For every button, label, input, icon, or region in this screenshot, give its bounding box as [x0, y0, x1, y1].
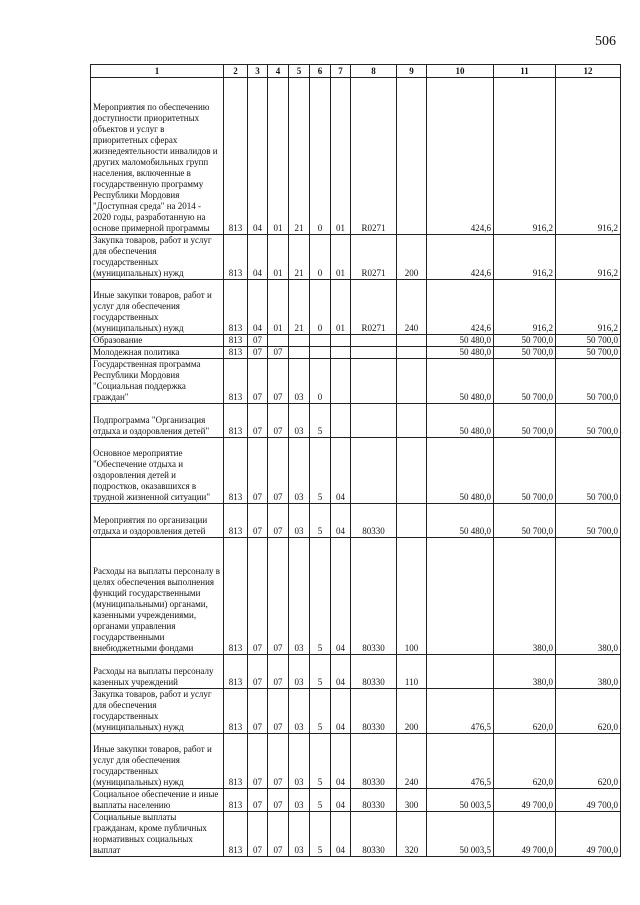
- table-row: [91, 538, 621, 655]
- cell-amount-2020: 50 700,0: [494, 438, 556, 504]
- cell-program: 03: [289, 734, 310, 789]
- cell-subsection: 07: [268, 359, 289, 404]
- cell-section: 07: [248, 538, 268, 655]
- cell-amount-2020: 49 700,0: [494, 812, 556, 857]
- cell-amount-2020: 620,0: [494, 689, 556, 734]
- cell-amount-2020: 50 700,0: [494, 347, 556, 359]
- table-body: [91, 78, 621, 857]
- cell-subprogram: [310, 347, 331, 359]
- cell-direction: [351, 347, 397, 359]
- cell-subprogram: 5: [310, 404, 331, 438]
- cell-direction: [351, 359, 397, 404]
- table-row: [91, 655, 621, 689]
- cell-subprogram: 5: [310, 689, 331, 734]
- row-name: Государственная программа Республики Мордовия "Социальная поддержка граждан": [91, 359, 224, 404]
- cell-expense-type: 320: [397, 812, 427, 857]
- table-row: [91, 789, 621, 812]
- cell-section: 07: [248, 359, 268, 404]
- cell-subsection: 01: [268, 280, 289, 335]
- cell-ministry: 813: [224, 404, 248, 438]
- cell-direction: 80330: [351, 734, 397, 789]
- cell-main-event: [331, 359, 351, 404]
- page-number: 506: [595, 34, 616, 49]
- cell-direction: [351, 438, 397, 504]
- row-name: Социальное обеспечение и иные выплаты населению: [91, 789, 224, 812]
- cell-main-event: 04: [331, 789, 351, 812]
- cell-amount-2021: 916,2: [556, 280, 621, 335]
- cell-program: 03: [289, 438, 310, 504]
- cell-direction: 80330: [351, 789, 397, 812]
- cell-subprogram: 5: [310, 438, 331, 504]
- cell-amount-2021: 620,0: [556, 689, 621, 734]
- cell-direction: 80330: [351, 812, 397, 857]
- cell-amount-2021: 620,0: [556, 734, 621, 789]
- cell-amount-2019: 424,6: [427, 280, 494, 335]
- cell-direction: 80330: [351, 504, 397, 538]
- row-name: Иные закупки товаров, работ и услуг для обеспечения государственных (муниципальных) нужд: [91, 280, 224, 335]
- column-header: 9: [397, 65, 427, 78]
- table-row: [91, 347, 621, 359]
- cell-program: 03: [289, 689, 310, 734]
- table-row: [91, 812, 621, 857]
- cell-expense-type: [397, 335, 427, 347]
- cell-subprogram: 5: [310, 655, 331, 689]
- cell-program: 21: [289, 78, 310, 235]
- cell-main-event: 04: [331, 812, 351, 857]
- cell-ministry: 813: [224, 734, 248, 789]
- cell-ministry: 813: [224, 438, 248, 504]
- table-row: [91, 734, 621, 789]
- cell-program: 03: [289, 538, 310, 655]
- cell-amount-2020: 49 700,0: [494, 789, 556, 812]
- cell-amount-2019: 50 480,0: [427, 438, 494, 504]
- table-row: [91, 235, 621, 280]
- cell-ministry: 813: [224, 538, 248, 655]
- cell-subsection: 07: [268, 812, 289, 857]
- cell-program: 03: [289, 789, 310, 812]
- cell-expense-type: [397, 78, 427, 235]
- cell-expense-type: [397, 438, 427, 504]
- cell-amount-2021: 50 700,0: [556, 504, 621, 538]
- cell-expense-type: [397, 359, 427, 404]
- cell-amount-2020: 620,0: [494, 734, 556, 789]
- cell-expense-type: 200: [397, 235, 427, 280]
- row-name: Иные закупки товаров, работ и услуг для обеспечения государственных (муниципальных) нужд: [91, 734, 224, 789]
- cell-subprogram: 0: [310, 78, 331, 235]
- cell-subsection: 07: [268, 734, 289, 789]
- cell-main-event: 04: [331, 655, 351, 689]
- cell-amount-2021: 50 700,0: [556, 347, 621, 359]
- column-header: 3: [248, 65, 268, 78]
- cell-main-event: 04: [331, 734, 351, 789]
- cell-section: 07: [248, 734, 268, 789]
- cell-amount-2021: 50 700,0: [556, 359, 621, 404]
- cell-amount-2021: 50 700,0: [556, 438, 621, 504]
- cell-subprogram: 5: [310, 734, 331, 789]
- row-name: Закупка товаров, работ и услуг для обеспечения государственных (муниципальных) нужд: [91, 235, 224, 280]
- cell-direction: R0271: [351, 78, 397, 235]
- cell-ministry: 813: [224, 689, 248, 734]
- cell-amount-2019: 50 480,0: [427, 347, 494, 359]
- cell-subprogram: 5: [310, 538, 331, 655]
- cell-amount-2019: 50 003,5: [427, 812, 494, 857]
- table-row: [91, 438, 621, 504]
- cell-section: 07: [248, 347, 268, 359]
- column-header: 11: [494, 65, 556, 78]
- cell-subprogram: 0: [310, 235, 331, 280]
- cell-amount-2020: 380,0: [494, 538, 556, 655]
- row-name: Социальные выплаты гражданам, кроме публичных нормативных социальных выплат: [91, 812, 224, 857]
- cell-expense-type: [397, 347, 427, 359]
- cell-amount-2019: [427, 538, 494, 655]
- cell-expense-type: 100: [397, 538, 427, 655]
- cell-subprogram: 5: [310, 812, 331, 857]
- cell-subsection: 07: [268, 538, 289, 655]
- table-row: [91, 335, 621, 347]
- cell-ministry: 813: [224, 280, 248, 335]
- cell-ministry: 813: [224, 347, 248, 359]
- cell-subsection: 07: [268, 655, 289, 689]
- cell-program: 21: [289, 235, 310, 280]
- row-name: Закупка товаров, работ и услуг для обеспечения государственных (муниципальных) нужд: [91, 689, 224, 734]
- cell-amount-2020: 916,2: [494, 235, 556, 280]
- cell-main-event: 04: [331, 504, 351, 538]
- row-name: Мероприятия по организации отдыха и оздоровления детей: [91, 504, 224, 538]
- column-header: 2: [224, 65, 248, 78]
- cell-expense-type: [397, 504, 427, 538]
- cell-subprogram: [310, 335, 331, 347]
- cell-expense-type: 240: [397, 734, 427, 789]
- cell-amount-2019: [427, 655, 494, 689]
- column-header: 1: [91, 65, 224, 78]
- cell-main-event: 01: [331, 78, 351, 235]
- cell-direction: R0271: [351, 235, 397, 280]
- table-row: [91, 404, 621, 438]
- column-header: 6: [310, 65, 331, 78]
- cell-amount-2021: 916,2: [556, 235, 621, 280]
- cell-ministry: 813: [224, 78, 248, 235]
- cell-amount-2021: 50 700,0: [556, 335, 621, 347]
- column-header: 12: [556, 65, 621, 78]
- cell-amount-2019: 424,6: [427, 235, 494, 280]
- cell-subprogram: 0: [310, 280, 331, 335]
- cell-subsection: 01: [268, 235, 289, 280]
- cell-amount-2021: 49 700,0: [556, 789, 621, 812]
- cell-amount-2020: 916,2: [494, 78, 556, 235]
- cell-ministry: 813: [224, 504, 248, 538]
- cell-direction: R0271: [351, 280, 397, 335]
- cell-amount-2021: 380,0: [556, 538, 621, 655]
- cell-program: 03: [289, 404, 310, 438]
- cell-amount-2021: 916,2: [556, 78, 621, 235]
- cell-main-event: 04: [331, 538, 351, 655]
- cell-subsection: 07: [268, 689, 289, 734]
- row-name: Мероприятия по обеспечению доступности приоритетных объектов и услуг в приоритетных сферах жизнедеятельности инвалидов и других маломобильных групп населения, включенные в государственную программу Республики Мордовия "Доступная среда" на 2014 - 2020 годы, разработанную на основе примерной программы: [91, 78, 224, 235]
- cell-subsection: 07: [268, 404, 289, 438]
- cell-subsection: 07: [268, 438, 289, 504]
- cell-amount-2020: 50 700,0: [494, 359, 556, 404]
- cell-subsection: 01: [268, 78, 289, 235]
- cell-amount-2019: 476,5: [427, 689, 494, 734]
- cell-subsection: 07: [268, 789, 289, 812]
- cell-direction: [351, 404, 397, 438]
- table-row: [91, 78, 621, 235]
- row-name: Образование: [91, 335, 224, 347]
- cell-amount-2020: 50 700,0: [494, 404, 556, 438]
- cell-ministry: 813: [224, 655, 248, 689]
- cell-main-event: 01: [331, 235, 351, 280]
- cell-amount-2021: 49 700,0: [556, 812, 621, 857]
- cell-section: 07: [248, 438, 268, 504]
- cell-amount-2019: 50 480,0: [427, 359, 494, 404]
- cell-amount-2020: 380,0: [494, 655, 556, 689]
- cell-main-event: [331, 347, 351, 359]
- cell-section: 04: [248, 235, 268, 280]
- column-header: 5: [289, 65, 310, 78]
- cell-section: 04: [248, 280, 268, 335]
- cell-ministry: 813: [224, 789, 248, 812]
- budget-table: [90, 64, 621, 857]
- cell-subprogram: 0: [310, 359, 331, 404]
- cell-amount-2021: 50 700,0: [556, 404, 621, 438]
- row-name: Расходы на выплаты персоналу казенных учреждений: [91, 655, 224, 689]
- table-row: [91, 280, 621, 335]
- table-row: [91, 359, 621, 404]
- cell-main-event: 01: [331, 280, 351, 335]
- cell-subprogram: 5: [310, 789, 331, 812]
- cell-section: 07: [248, 335, 268, 347]
- cell-main-event: [331, 404, 351, 438]
- cell-amount-2019: 476,5: [427, 734, 494, 789]
- cell-amount-2021: 380,0: [556, 655, 621, 689]
- column-header: 8: [351, 65, 397, 78]
- cell-direction: [351, 335, 397, 347]
- cell-expense-type: 240: [397, 280, 427, 335]
- cell-ministry: 813: [224, 235, 248, 280]
- cell-amount-2020: 916,2: [494, 280, 556, 335]
- row-name: Основное мероприятие "Обеспечение отдыха и оздоровления детей и подростков, оказавшихся в трудной жизненной ситуации": [91, 438, 224, 504]
- cell-direction: 80330: [351, 655, 397, 689]
- cell-section: 04: [248, 78, 268, 235]
- cell-section: 07: [248, 404, 268, 438]
- cell-amount-2020: 50 700,0: [494, 504, 556, 538]
- cell-ministry: 813: [224, 359, 248, 404]
- cell-amount-2019: 50 480,0: [427, 504, 494, 538]
- cell-expense-type: 300: [397, 789, 427, 812]
- cell-main-event: [331, 335, 351, 347]
- cell-main-event: 04: [331, 689, 351, 734]
- column-header: 7: [331, 65, 351, 78]
- cell-amount-2019: 424,6: [427, 78, 494, 235]
- row-name: Молодежная политика: [91, 347, 224, 359]
- row-name: Расходы на выплаты персоналу в целях обеспечения выполнения функций государственными (муниципальными) органами, казенными учреждениями, органами управления государственными внебюджетными фондами: [91, 538, 224, 655]
- cell-program: 03: [289, 655, 310, 689]
- cell-program: [289, 347, 310, 359]
- cell-direction: 80330: [351, 538, 397, 655]
- cell-ministry: 813: [224, 335, 248, 347]
- cell-direction: 80330: [351, 689, 397, 734]
- cell-section: 07: [248, 789, 268, 812]
- cell-ministry: 813: [224, 812, 248, 857]
- table-row: [91, 689, 621, 734]
- column-header: 10: [427, 65, 494, 78]
- cell-section: 07: [248, 812, 268, 857]
- table-row: [91, 504, 621, 538]
- row-name: Подпрограмма "Организация отдыха и оздоровления детей": [91, 404, 224, 438]
- cell-amount-2019: 50 003,5: [427, 789, 494, 812]
- cell-program: 21: [289, 280, 310, 335]
- cell-subsection: 07: [268, 347, 289, 359]
- cell-section: 07: [248, 504, 268, 538]
- cell-expense-type: 200: [397, 689, 427, 734]
- cell-section: 07: [248, 689, 268, 734]
- cell-amount-2019: 50 480,0: [427, 335, 494, 347]
- cell-subsection: [268, 335, 289, 347]
- header-row: [91, 65, 621, 78]
- cell-expense-type: 110: [397, 655, 427, 689]
- cell-main-event: 04: [331, 438, 351, 504]
- cell-section: 07: [248, 655, 268, 689]
- cell-amount-2020: 50 700,0: [494, 335, 556, 347]
- cell-amount-2019: 50 480,0: [427, 404, 494, 438]
- cell-program: [289, 335, 310, 347]
- cell-subprogram: 5: [310, 504, 331, 538]
- cell-program: 03: [289, 504, 310, 538]
- cell-program: 03: [289, 359, 310, 404]
- cell-subsection: 07: [268, 504, 289, 538]
- column-header: 4: [268, 65, 289, 78]
- cell-program: 03: [289, 812, 310, 857]
- cell-expense-type: [397, 404, 427, 438]
